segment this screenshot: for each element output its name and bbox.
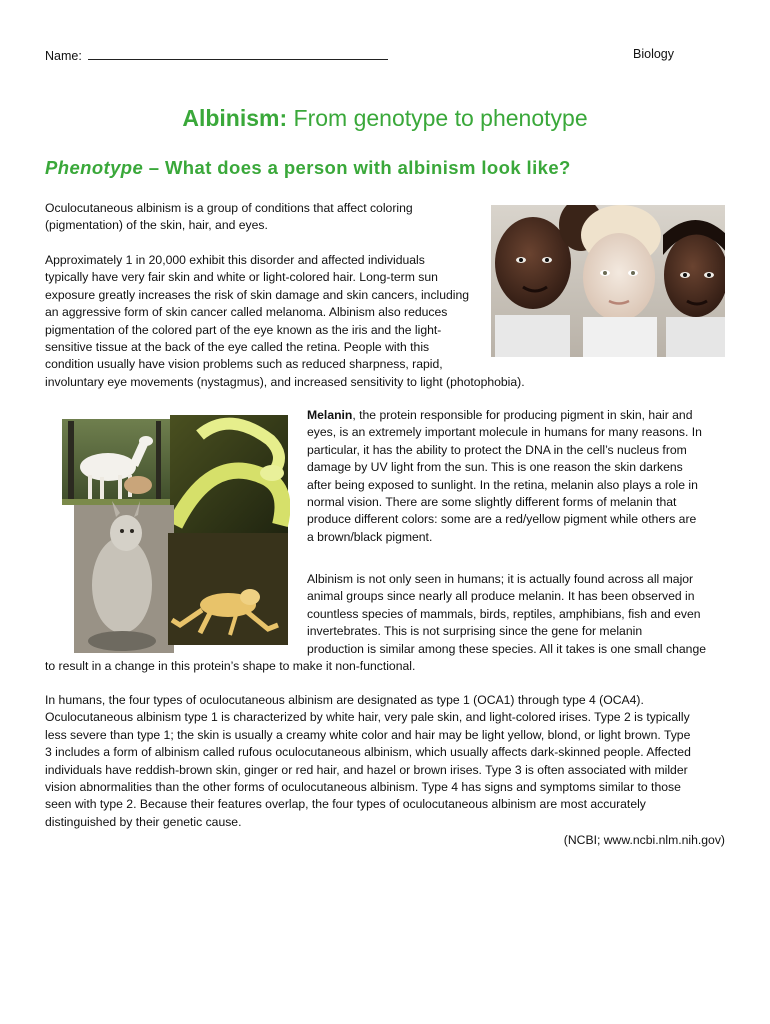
- text-line: an aggressive form of skin cancer called melanoma. Albinism also reduces: [45, 305, 448, 320]
- photo-children-albinism: [491, 205, 725, 357]
- title-rest: From genotype to phenotype: [287, 105, 588, 131]
- text-line: countless species of mammals, birds, reptiles, amphibians, fish and even: [307, 606, 701, 621]
- text-line: vision abnormalities than the other forms of oculocutaneous albinism. Type 4 has signs and symptoms similar to those: [45, 780, 681, 795]
- paragraph-intro: [45, 200, 413, 235]
- text-line: typically have very fair skin and white or light-colored hair. Long-term sun: [45, 270, 438, 285]
- title-bold: Albinism:: [182, 105, 288, 131]
- heading-rest: – What does a person with albinism look like?: [143, 157, 571, 178]
- paragraph-animals-last-line: to result in a change in this protein’s shape to make it non-functional.: [45, 659, 416, 673]
- section-heading: [45, 157, 571, 179]
- text-line: production is similar among these species. All it takes is one small change: [307, 641, 706, 656]
- text-line: seen with type 2. Because their features overlap, the four types of oculocutaneous albinism are most accurately: [45, 797, 646, 812]
- text-line: a brown/black pigment.: [307, 529, 433, 544]
- paragraph-types: [45, 692, 735, 831]
- text-line: normal vision. There are some slightly different forms of melanin that: [307, 495, 677, 510]
- name-blank-line[interactable]: [88, 47, 388, 60]
- text-line: invertebrates. This is not surprising since the gene for melanin: [307, 624, 643, 639]
- text-line: (pigmentation) of the skin, hair, and eyes.: [45, 218, 268, 233]
- name-label-text: Name:: [45, 49, 82, 63]
- heading-italic: Phenotype: [45, 157, 144, 178]
- text-line: Oculocutaneous albinism is a group of conditions that affect coloring: [45, 201, 413, 215]
- text-line: produce different colors: some are a red/yellow pigment while others are: [307, 512, 697, 527]
- text-line: pigmentation of the colored part of the eye known as the iris and the light-: [45, 322, 442, 337]
- text-line: 3 includes a form of albinism called rufous oculocutaneous albinism, which usually affects dark-skinned people. Affected: [45, 745, 691, 760]
- citation: (NCBI; www.ncbi.nlm.nih.gov): [563, 833, 725, 847]
- text-line: damage by UV light from the sun. This is one reason the skin darkens: [307, 460, 683, 475]
- page-title: [0, 105, 770, 132]
- text-line: Oculocutaneous albinism type 1 is characterized by white hair, very pale skin, and light-colored irises. Type 2 is typically: [45, 710, 690, 725]
- photo-albino-animals-collage: [60, 415, 290, 653]
- text-line: condition usually have vision problems such as reduced sharpness, rapid,: [45, 357, 443, 372]
- text-line: In humans, the four types of oculocutaneous albinism are designated as type 1 (OCA1) through type 4 (OCA4).: [45, 693, 644, 707]
- text-line: animal groups since nearly all produce melanin. It has been observed in: [307, 589, 695, 604]
- text-line: individuals have reddish-brown skin, ginger or red hair, and hazel or brown irises. Type 3 is often associated with milder: [45, 762, 688, 777]
- paragraph-melanin: [307, 407, 702, 546]
- text-line: sensitive tissue at the back of the eye called the retina. People with this: [45, 340, 430, 355]
- text-line: eyes, is an extremely important molecule in humans for many reasons. In: [307, 425, 702, 440]
- melanin-term: Melanin: [307, 408, 353, 422]
- name-field-label: [45, 47, 388, 63]
- text-line: [307, 407, 702, 424]
- text-line: after being exposed to sunlight. In the retina, melanin also plays a role in: [307, 477, 698, 492]
- subject-label: Biology: [633, 47, 674, 61]
- text-line: distinguished by their genetic cause.: [45, 814, 242, 829]
- text-line: Approximately 1 in 20,000 exhibit this disorder and affected individuals: [45, 253, 425, 267]
- text-line: Albinism is not only seen in humans; it is actually found across all major: [307, 572, 694, 586]
- paragraph-animals: [307, 571, 706, 658]
- text-line: involuntary eye movements (nystagmus), and increased sensitivity to light (photophobia).: [45, 374, 525, 389]
- text-line-rest: , the protein responsible for producing pigment in skin, hair and: [352, 408, 693, 422]
- text-line: exposure greatly increases the risk of skin damage and skin cancers, including: [45, 287, 470, 302]
- text-line: less severe than type 1; the skin is usually a creamy white color and hair may be light yellow, blond, or light brown. Type: [45, 727, 691, 742]
- paragraph-prevalence: [45, 252, 525, 391]
- text-line: particular, it has the ability to protect the DNA in the cell’s nucleus from: [307, 442, 687, 457]
